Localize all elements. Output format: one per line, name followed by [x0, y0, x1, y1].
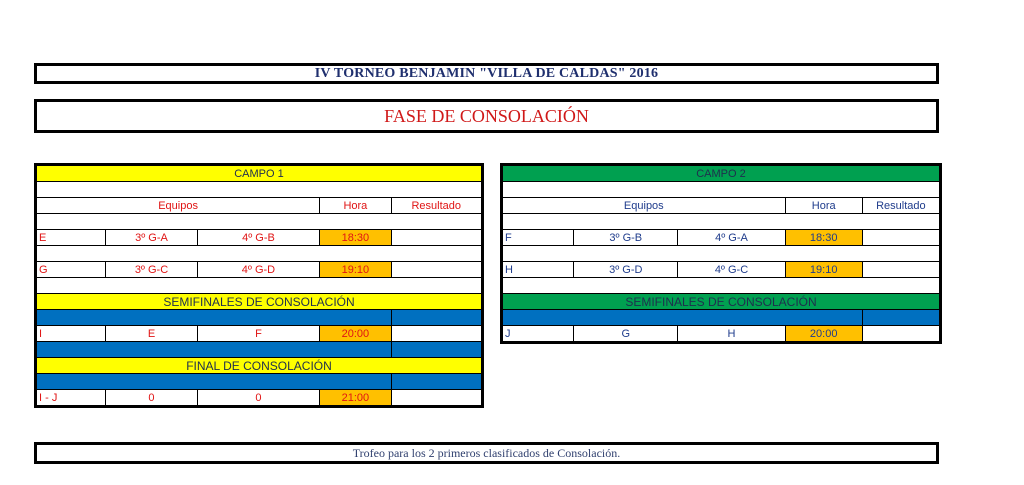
field-1-header-row	[36, 165, 483, 182]
col-teams-header: Equipos	[502, 198, 786, 214]
match-time: 19:10	[785, 262, 862, 278]
team-2: 4º G-A	[678, 230, 785, 246]
semifinal-title: SEMIFINALES DE CONSOLACIÓN	[502, 294, 941, 310]
table-row	[36, 390, 483, 407]
match-result[interactable]	[391, 230, 482, 246]
match-id: I - J	[36, 390, 106, 407]
field-1-title: CAMPO 1	[36, 165, 483, 182]
team-2: 0	[197, 390, 320, 407]
match-result[interactable]	[862, 230, 940, 246]
team-2: 4º G-B	[197, 230, 320, 246]
team-2: H	[678, 326, 785, 343]
field-2-title: CAMPO 2	[502, 165, 941, 182]
phase-title-box	[34, 99, 939, 133]
table-row	[36, 262, 483, 278]
col-teams-header: Equipos	[36, 198, 320, 214]
field-2-column-headers	[502, 198, 941, 214]
match-result[interactable]	[391, 326, 482, 342]
table-row	[502, 230, 941, 246]
match-result[interactable]	[862, 326, 940, 343]
final-title: FINAL DE CONSOLACIÓN	[36, 358, 483, 374]
match-id: I	[36, 326, 106, 342]
match-time: 20:00	[320, 326, 391, 342]
match-result[interactable]	[391, 262, 482, 278]
table-row	[502, 326, 941, 343]
col-time-header: Hora	[320, 198, 391, 214]
semifinal-header-row	[502, 294, 941, 310]
table-row	[36, 326, 483, 342]
team-2: 4º G-C	[678, 262, 785, 278]
semifinal-header-row	[36, 294, 483, 310]
blue-band	[36, 374, 483, 390]
match-time: 21:00	[320, 390, 391, 407]
match-id: J	[502, 326, 574, 343]
blue-band	[36, 342, 483, 358]
team-2: 4º G-D	[197, 262, 320, 278]
match-id: H	[502, 262, 574, 278]
col-result-header: Resultado	[862, 198, 940, 214]
field-2-schedule	[500, 163, 942, 344]
semifinal-title: SEMIFINALES DE CONSOLACIÓN	[36, 294, 483, 310]
match-id: F	[502, 230, 574, 246]
team-1: 3º G-A	[106, 230, 197, 246]
team-1: E	[106, 326, 197, 342]
match-time: 18:30	[320, 230, 391, 246]
table-row	[36, 230, 483, 246]
match-time: 19:10	[320, 262, 391, 278]
match-result[interactable]	[391, 390, 482, 407]
col-time-header: Hora	[785, 198, 862, 214]
team-1: 3º G-B	[574, 230, 678, 246]
match-id: G	[36, 262, 106, 278]
field-2-header-row	[502, 165, 941, 182]
final-header-row	[36, 358, 483, 374]
blue-band	[36, 310, 483, 326]
match-result[interactable]	[862, 262, 940, 278]
table-row	[502, 262, 941, 278]
team-1: 3º G-C	[106, 262, 197, 278]
footer-note-box	[34, 442, 939, 464]
tournament-title: IV TORNEO BENJAMIN "VILLA DE CALDAS" 2016	[314, 66, 659, 81]
team-2: F	[197, 326, 320, 342]
tournament-title-box	[34, 63, 939, 84]
team-1: 0	[106, 390, 197, 407]
match-time: 18:30	[785, 230, 862, 246]
phase-title: FASE DE CONSOLACIÓN	[384, 106, 589, 126]
team-1: 3º G-D	[574, 262, 678, 278]
match-time: 20:00	[785, 326, 862, 343]
blue-band	[502, 310, 941, 326]
footer-note: Trofeo para los 2 primeros clasificados de Consolación.	[352, 446, 621, 460]
col-result-header: Resultado	[391, 198, 482, 214]
team-1: G	[574, 326, 678, 343]
match-id: E	[36, 230, 106, 246]
field-1-column-headers	[36, 198, 483, 214]
field-1-schedule	[34, 163, 484, 408]
